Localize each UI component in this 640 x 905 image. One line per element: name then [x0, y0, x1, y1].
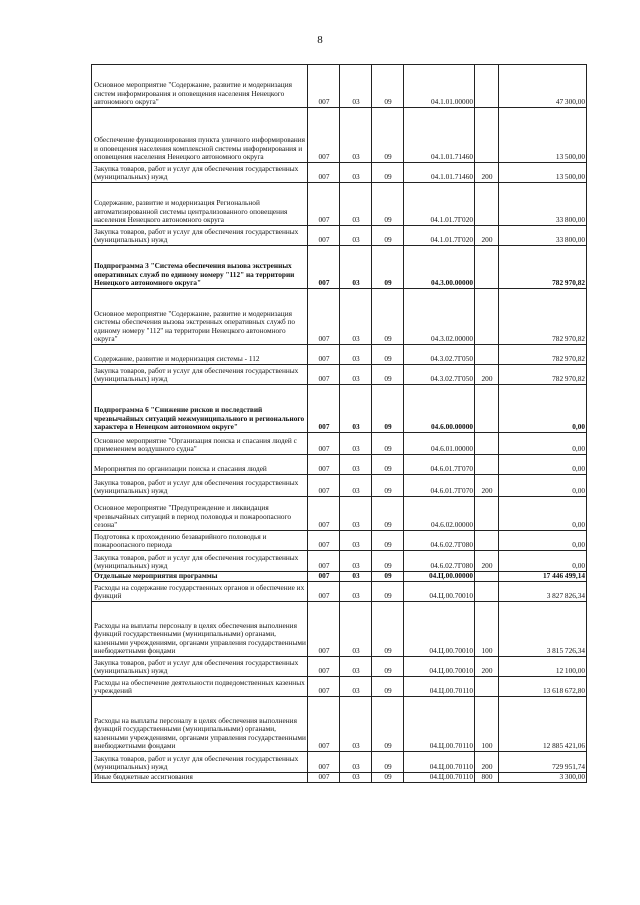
- subsection-code: 09: [372, 531, 404, 551]
- subsection-code: 09: [372, 677, 404, 697]
- table-row: [92, 677, 587, 697]
- subsection-code: 09: [372, 433, 404, 455]
- section-code: 03: [340, 365, 372, 385]
- amount: 47 300,00: [499, 65, 587, 108]
- target-article-code: 04.Ц.00.70010: [404, 582, 475, 602]
- amount: 0,00: [499, 475, 587, 497]
- target-article-code: 04.Ц.00.00000: [404, 572, 475, 582]
- ministry-code: 007: [308, 226, 340, 246]
- expense-type-code: 200: [475, 475, 499, 497]
- ministry-code: 007: [308, 365, 340, 385]
- section-code: 03: [340, 345, 372, 365]
- expense-type-code: 200: [475, 657, 499, 677]
- table-row: [92, 433, 587, 455]
- row-name: Закупка товаров, работ и услуг для обеспечения государственных (муниципальных) нужд: [92, 657, 308, 677]
- table-row: [92, 531, 587, 551]
- expense-type-code: [475, 455, 499, 475]
- amount: 729 951,74: [499, 752, 587, 773]
- expense-type-code: [475, 345, 499, 365]
- subsection-code: 09: [372, 289, 404, 345]
- section-code: 03: [340, 582, 372, 602]
- subsection-code: 09: [372, 773, 404, 783]
- table-row: [92, 345, 587, 365]
- expense-type-code: 200: [475, 226, 499, 246]
- table-row: [92, 582, 587, 602]
- expense-type-code: 800: [475, 773, 499, 783]
- section-code: 03: [340, 246, 372, 289]
- subsection-code: 09: [372, 455, 404, 475]
- target-article-code: 04.Ц.00.70110: [404, 677, 475, 697]
- ministry-code: 007: [308, 475, 340, 497]
- row-name: Закупка товаров, работ и услуг для обеспечения государственных (муниципальных) нужд: [92, 226, 308, 246]
- target-article-code: 04.3.00.00000: [404, 246, 475, 289]
- section-code: 03: [340, 385, 372, 433]
- ministry-code: 007: [308, 497, 340, 531]
- table-row: [92, 602, 587, 657]
- amount: 782 970,82: [499, 289, 587, 345]
- row-name: Закупка товаров, работ и услуг для обеспечения государственных (муниципальных) нужд: [92, 752, 308, 773]
- table-row: [92, 497, 587, 531]
- expense-type-code: [475, 246, 499, 289]
- amount: 782 970,82: [499, 345, 587, 365]
- expense-type-code: 100: [475, 697, 499, 752]
- row-name: Подготовка к прохождению безаварийного половодья и пожароопасного периода: [92, 531, 308, 551]
- target-article-code: 04.6.01.7Г070: [404, 455, 475, 475]
- ministry-code: 007: [308, 602, 340, 657]
- target-article-code: 04.Ц.00.70010: [404, 657, 475, 677]
- subsection-code: 09: [372, 108, 404, 163]
- ministry-code: 007: [308, 183, 340, 226]
- subsection-code: 09: [372, 183, 404, 226]
- section-code: 03: [340, 455, 372, 475]
- row-name: Расходы на обеспечение деятельности подведомственных казенных учреждений: [92, 677, 308, 697]
- amount: 782 970,82: [499, 246, 587, 289]
- target-article-code: 04.6.00.00000: [404, 385, 475, 433]
- amount: 33 800,00: [499, 183, 587, 226]
- table-row: [92, 697, 587, 752]
- ministry-code: 007: [308, 752, 340, 773]
- section-code: 03: [340, 108, 372, 163]
- target-article-code: 04.1.01.7Г020: [404, 183, 475, 226]
- expense-type-code: [475, 582, 499, 602]
- amount: 0,00: [499, 531, 587, 551]
- ministry-code: 007: [308, 697, 340, 752]
- ministry-code: 007: [308, 531, 340, 551]
- amount: 0,00: [499, 497, 587, 531]
- page-number: 8: [317, 34, 323, 46]
- table-row: [92, 163, 587, 183]
- table-row: [92, 572, 587, 582]
- section-code: 03: [340, 677, 372, 697]
- row-name: Расходы на выплаты персоналу в целях обеспечения выполнения функций государственными (муниципальными) органами, казенными учреждениями, органами управления государственными внебюджетными фондами: [92, 697, 308, 752]
- budget-table-body: [92, 65, 587, 783]
- row-name: Обеспечение функционирования пункта уличного информирования и оповещения населения комплексной системы информирования и оповещения населения Ненецкого автономного округа: [92, 108, 308, 163]
- table-row: [92, 365, 587, 385]
- amount: 3 300,00: [499, 773, 587, 783]
- subsection-code: 09: [372, 365, 404, 385]
- amount: 782 970,82: [499, 365, 587, 385]
- section-code: 03: [340, 226, 372, 246]
- ministry-code: 007: [308, 551, 340, 572]
- subsection-code: 09: [372, 582, 404, 602]
- section-code: 03: [340, 551, 372, 572]
- section-code: 03: [340, 163, 372, 183]
- target-article-code: 04.6.01.7Г070: [404, 475, 475, 497]
- row-name: Подпрограмма 3 "Система обеспечения вызова экстренных оперативных служб по единому номеру "112" на территории Ненецкого автономного округа": [92, 246, 308, 289]
- amount: 0,00: [499, 455, 587, 475]
- row-name: Расходы на содержание государственных органов и обеспечение их функций: [92, 582, 308, 602]
- subsection-code: 09: [372, 551, 404, 572]
- subsection-code: 09: [372, 697, 404, 752]
- table-row: [92, 455, 587, 475]
- expense-type-code: [475, 497, 499, 531]
- ministry-code: 007: [308, 572, 340, 582]
- row-name: Содержание, развитие и модернизация системы - 112: [92, 345, 308, 365]
- ministry-code: 007: [308, 385, 340, 433]
- row-name: Расходы на выплаты персоналу в целях обеспечения выполнения функций государственными (муниципальными) органами, казенными учреждениями, органами управления государственными внебюджетными фондами: [92, 602, 308, 657]
- row-name: Подпрограмма 6 "Снижение рисков и последствий чрезвычайных ситуаций межмуниципального и регионального характера в Ненецком автономном округе": [92, 385, 308, 433]
- subsection-code: 09: [372, 246, 404, 289]
- expense-type-code: [475, 531, 499, 551]
- subsection-code: 09: [372, 752, 404, 773]
- table-row: [92, 65, 587, 108]
- expense-type-code: [475, 183, 499, 226]
- target-article-code: 04.1.01.7Г020: [404, 226, 475, 246]
- ministry-code: 007: [308, 455, 340, 475]
- subsection-code: 09: [372, 345, 404, 365]
- section-code: 03: [340, 752, 372, 773]
- row-name: Иные бюджетные ассигнования: [92, 773, 308, 783]
- amount: 0,00: [499, 385, 587, 433]
- subsection-code: 09: [372, 65, 404, 108]
- section-code: 03: [340, 773, 372, 783]
- amount: 3 815 726,34: [499, 602, 587, 657]
- subsection-code: 09: [372, 657, 404, 677]
- expense-type-code: 200: [475, 365, 499, 385]
- ministry-code: 007: [308, 289, 340, 345]
- target-article-code: 04.Ц.00.70010: [404, 602, 475, 657]
- table-row: [92, 657, 587, 677]
- amount: 3 827 826,34: [499, 582, 587, 602]
- table-row: [92, 385, 587, 433]
- ministry-code: 007: [308, 773, 340, 783]
- table-row: [92, 226, 587, 246]
- row-name: Закупка товаров, работ и услуг для обеспечения государственных (муниципальных) нужд: [92, 475, 308, 497]
- target-article-code: 04.1.01.71460: [404, 163, 475, 183]
- target-article-code: 04.1.01.00000: [404, 65, 475, 108]
- expense-type-code: [475, 572, 499, 582]
- expense-type-code: 200: [475, 752, 499, 773]
- row-name: Основное мероприятие "Содержание, развитие и модернизация системы обеспечения вызова экстренных оперативных служб по единому номеру "112" на территории Ненецкого автономного округа": [92, 289, 308, 345]
- row-name: Основное мероприятие "Предупреждение и ликвидация чрезвычайных ситуаций в период половодья и пожароопасного сезона": [92, 497, 308, 531]
- expense-type-code: [475, 65, 499, 108]
- section-code: 03: [340, 531, 372, 551]
- section-code: 03: [340, 183, 372, 226]
- ministry-code: 007: [308, 246, 340, 289]
- target-article-code: 04.6.02.7Г080: [404, 531, 475, 551]
- amount: 13 618 672,80: [499, 677, 587, 697]
- target-article-code: 04.Ц.00.70110: [404, 752, 475, 773]
- subsection-code: 09: [372, 226, 404, 246]
- target-article-code: 04.6.02.7Г080: [404, 551, 475, 572]
- ministry-code: 007: [308, 163, 340, 183]
- ministry-code: 007: [308, 433, 340, 455]
- ministry-code: 007: [308, 345, 340, 365]
- table-row: [92, 108, 587, 163]
- amount: 33 800,00: [499, 226, 587, 246]
- table-row: [92, 551, 587, 572]
- ministry-code: 007: [308, 65, 340, 108]
- amount: 0,00: [499, 433, 587, 455]
- expense-type-code: 100: [475, 602, 499, 657]
- amount: 12 885 421,06: [499, 697, 587, 752]
- amount: 12 100,00: [499, 657, 587, 677]
- amount: 0,00: [499, 551, 587, 572]
- ministry-code: 007: [308, 108, 340, 163]
- amount: 13 500,00: [499, 108, 587, 163]
- table-row: [92, 475, 587, 497]
- section-code: 03: [340, 572, 372, 582]
- row-name: Отдельные мероприятия программы: [92, 572, 308, 582]
- expense-type-code: 200: [475, 551, 499, 572]
- subsection-code: 09: [372, 572, 404, 582]
- section-code: 03: [340, 697, 372, 752]
- amount: 13 500,00: [499, 163, 587, 183]
- row-name: Мероприятия по организации поиска и спасания людей: [92, 455, 308, 475]
- section-code: 03: [340, 65, 372, 108]
- expense-type-code: 200: [475, 163, 499, 183]
- amount: 17 446 499,14: [499, 572, 587, 582]
- target-article-code: 04.6.02.00000: [404, 497, 475, 531]
- table-row: [92, 289, 587, 345]
- row-name: Основное мероприятие "Организация поиска и спасания людей с применением воздушного судна": [92, 433, 308, 455]
- row-name: Закупка товаров, работ и услуг для обеспечения государственных (муниципальных) нужд: [92, 163, 308, 183]
- table-row: [92, 752, 587, 773]
- expense-type-code: [475, 433, 499, 455]
- target-article-code: 04.Ц.00.70110: [404, 773, 475, 783]
- subsection-code: 09: [372, 475, 404, 497]
- expense-type-code: [475, 108, 499, 163]
- target-article-code: 04.3.02.7Г050: [404, 345, 475, 365]
- row-name: Закупка товаров, работ и услуг для обеспечения государственных (муниципальных) нужд: [92, 551, 308, 572]
- budget-table: [91, 64, 587, 783]
- table-row: [92, 183, 587, 226]
- ministry-code: 007: [308, 677, 340, 697]
- section-code: 03: [340, 657, 372, 677]
- table-row: [92, 773, 587, 783]
- target-article-code: 04.Ц.00.70110: [404, 697, 475, 752]
- section-code: 03: [340, 475, 372, 497]
- section-code: 03: [340, 497, 372, 531]
- subsection-code: 09: [372, 163, 404, 183]
- row-name: Закупка товаров, работ и услуг для обеспечения государственных (муниципальных) нужд: [92, 365, 308, 385]
- target-article-code: 04.1.01.71460: [404, 108, 475, 163]
- subsection-code: 09: [372, 602, 404, 657]
- section-code: 03: [340, 289, 372, 345]
- section-code: 03: [340, 433, 372, 455]
- row-name: Основное мероприятие "Содержание, развитие и модернизация систем информирования и оповещения населения Ненецкого автономного округа": [92, 65, 308, 108]
- section-code: 03: [340, 602, 372, 657]
- ministry-code: 007: [308, 657, 340, 677]
- row-name: Содержание, развитие и модернизация Региональной автоматизированной системы централизованного оповещения населения Ненецкого автономного округа: [92, 183, 308, 226]
- target-article-code: 04.6.01.00000: [404, 433, 475, 455]
- expense-type-code: [475, 385, 499, 433]
- subsection-code: 09: [372, 385, 404, 433]
- subsection-code: 09: [372, 497, 404, 531]
- ministry-code: 007: [308, 582, 340, 602]
- target-article-code: 04.3.02.7Г050: [404, 365, 475, 385]
- target-article-code: 04.3.02.00000: [404, 289, 475, 345]
- expense-type-code: [475, 289, 499, 345]
- table-row: [92, 246, 587, 289]
- expense-type-code: [475, 677, 499, 697]
